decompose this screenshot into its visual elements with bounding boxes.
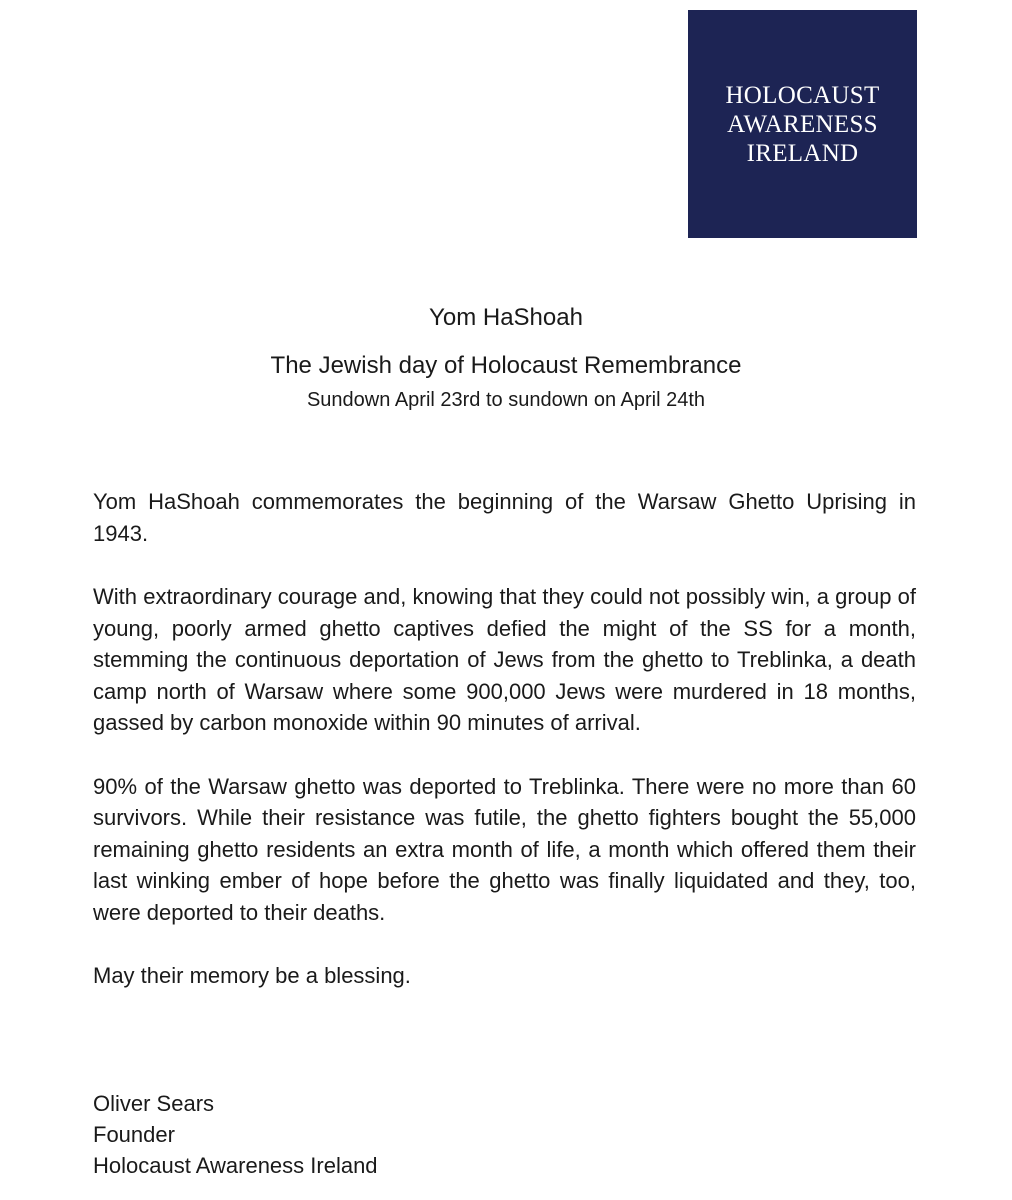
- document-subtitle: The Jewish day of Holocaust Remembrance: [270, 352, 742, 379]
- logo-line-1: HOLOCAUST: [725, 81, 880, 109]
- organization-logo: [688, 10, 917, 238]
- document-body: [93, 486, 916, 992]
- signature-name: Oliver Sears: [93, 1091, 215, 1116]
- signature-role: Founder: [93, 1122, 175, 1147]
- paragraph-3: 90% of the Warsaw ghetto was deported to Treblinka. There were no more than 60 survivors. While their resistance was futile, the ghetto fighters bought the 55,000 remaining ghetto residents an extra month of life, a month which offered them their last winking ember of hope before the ghetto was finally liquidated and they, too, were deported to their deaths.: [93, 773, 916, 925]
- signature-block: [93, 1088, 378, 1181]
- paragraph-2: With extraordinary courage and, knowing that they could not possibly win, a group of young, poorly armed ghetto captives defied the might of the SS for a month, stemming the continuous deportation of Jews from the ghetto to Treblinka, a death camp north of Warsaw where some 900,000 Jews were murdered in 18 months, gassed by carbon monoxide within 90 minutes of arrival.: [93, 584, 916, 735]
- paragraph-1: Yom HaShoah commemorates the beginning of the Warsaw Ghetto Uprising in 1943.: [93, 489, 916, 546]
- observance-dates: Sundown April 23rd to sundown on April 24th: [306, 389, 706, 411]
- document-heading: [0, 304, 1012, 412]
- logo-line-3: IRELAND: [746, 139, 859, 167]
- signature-organization: Holocaust Awareness Ireland: [93, 1153, 378, 1178]
- logo-line-2: AWARENESS: [727, 110, 878, 138]
- paragraph-4: May their memory be a blessing.: [93, 963, 411, 988]
- document-title: Yom HaShoah: [429, 304, 583, 331]
